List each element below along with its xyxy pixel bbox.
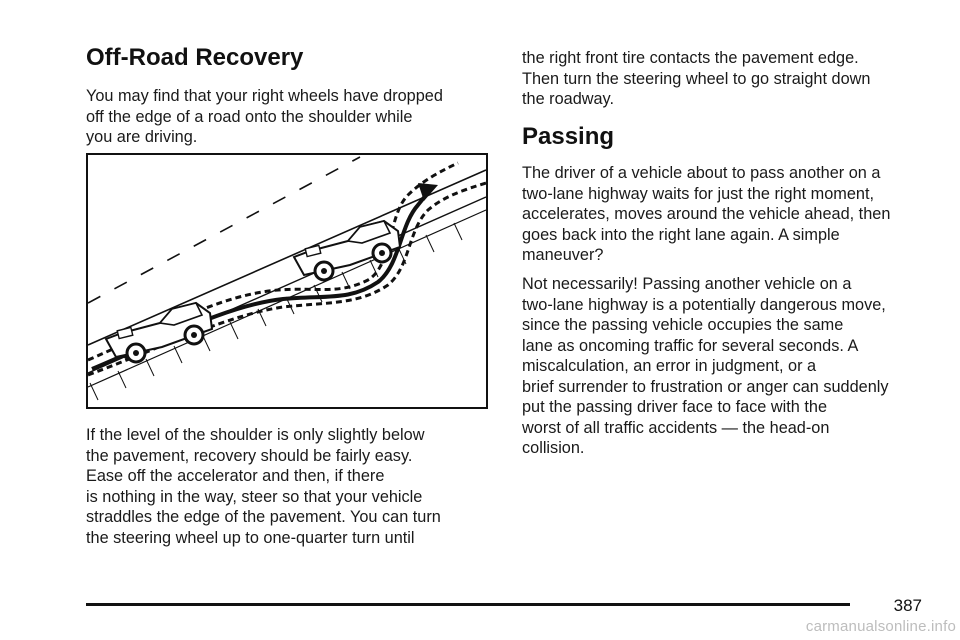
section-heading-passing: Passing: [522, 123, 615, 150]
paragraph-passing-danger: Not necessarily! Passing another vehicle on a two-lane highway is a potentially dangerous move, since the passing vehicle occupies the same lane as oncoming traffic for several seconds. A miscalculation, an error in judgment, or a brief surrender to frustration or anger can suddenly put the passing driver face to face with the worst of all traffic accidents — the head-on collision.: [522, 275, 889, 457]
pickup-truck-rear: [106, 303, 212, 362]
pickup-truck-front: [294, 221, 400, 280]
paragraph-continuation: the right front tire contacts the pavement edge. Then turn the steering wheel to go straight down the roadway.: [522, 49, 871, 108]
illustration-svg: [88, 155, 486, 407]
shoulder-hatching: [90, 223, 462, 400]
page-number: 387: [893, 596, 922, 615]
footer-rule: [86, 603, 850, 606]
center-line-dashed: [88, 157, 360, 303]
paragraph-dropped-wheels: You may find that your right wheels have dropped off the edge of a road onto the shoulder while you are driving.: [86, 87, 443, 146]
paragraph-passing-intro: The driver of a vehicle about to pass another on a two-lane highway waits for just the right moment, accelerates, moves around the vehicle ahead, then goes back into the right lane again. A simple maneuver?: [522, 164, 891, 264]
paragraph-recovery-steps: If the level of the shoulder is only slightly below the pavement, recovery should be fairly easy. Ease off the accelerator and then, if there is nothing in the way, steer so that your vehicle straddles the edge of the pavement. You can turn the steering wheel up to one-quarter turn until: [86, 426, 441, 547]
watermark: carmanualsonline.info: [805, 618, 956, 635]
section-heading-off-road-recovery: Off-Road Recovery: [86, 44, 304, 71]
off-road-recovery-illustration: [86, 153, 488, 409]
